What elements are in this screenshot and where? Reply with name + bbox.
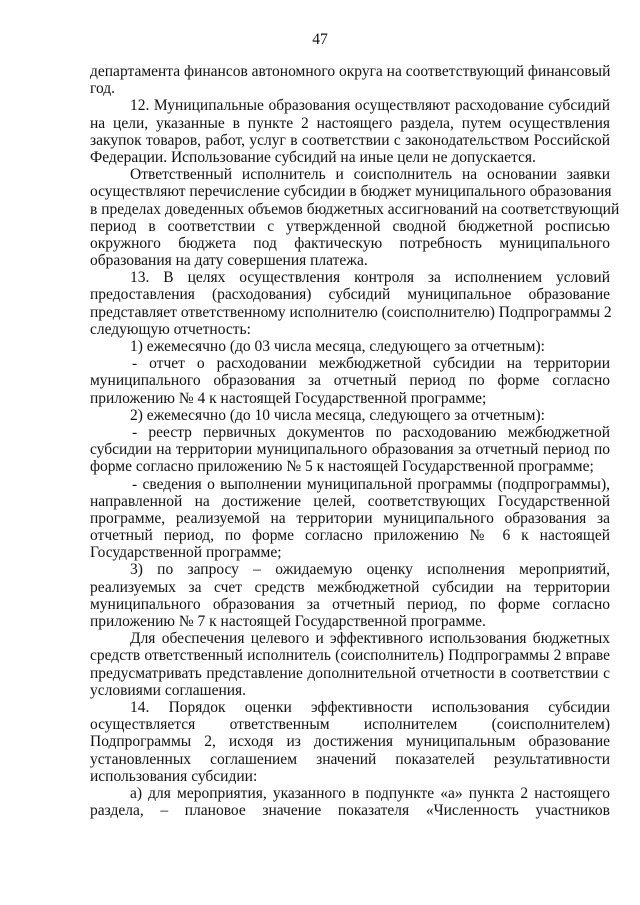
text-line: представляет ответственному исполнителю (соисполнителю) Подпрограммы 2: [90, 303, 612, 321]
text-line: 14. Порядок оценки эффективности использования субсидии: [130, 698, 610, 716]
text-line: Федерации. Использование субсидий на иные цели не допускается.: [90, 148, 536, 166]
text-line: муниципального образования за отчетный период, по форме согласно: [90, 595, 610, 613]
text-line: - сведения о выполнении муниципальной программы (подпрограммы),: [132, 475, 610, 493]
text-line: осуществляется ответственным исполнителем (соисполнителем): [90, 716, 610, 734]
text-line: приложению № 7 к настоящей Государственной программе.: [90, 613, 486, 630]
text-line: год.: [90, 80, 116, 98]
text-line: средств ответственный исполнитель (соисполнитель) Подпрограммы 2 вправе: [90, 647, 610, 665]
text-line: направленной на достижение целей, соответствующих Государственной: [90, 492, 610, 510]
text-line: период в соответствии с утвержденной сводной бюджетной росписью: [90, 217, 610, 235]
text-line: департамента финансов автономного округа на соответствующий финансовый: [90, 63, 611, 80]
text-line: установленных соглашением значений показателей результативности: [90, 750, 610, 768]
text-line: Для обеспечения целевого и эффективного использования бюджетных: [130, 630, 610, 648]
text-line: программе, реализуемой на территории муниципального образования за: [90, 509, 610, 527]
text-line: отчетный период, по форме согласно приложению № 6 к настоящей: [90, 527, 610, 545]
text-line: реализуемых за счет средств межбюджетной субсидии на территории: [90, 578, 610, 596]
text-line: закупок товаров, работ, услуг в соответствии с законодательством Российской: [90, 131, 610, 149]
text-line: условиями соглашения.: [90, 681, 247, 699]
text-line: Государственной программе;: [90, 544, 282, 562]
text-line: предусматривать представление дополнительной отчетности в соответствии с: [90, 664, 610, 682]
text-line: 13. В целях осуществления контроля за исполнением условий: [130, 269, 610, 287]
text-line: на цели, указанные в пункте 2 настоящего раздела, путем осуществления: [90, 114, 610, 132]
document-body: [90, 63, 620, 820]
text-line: осуществляют перечисление субсидии в бюджет муниципального образования: [90, 183, 612, 201]
text-line: использования субсидии:: [90, 767, 258, 785]
text-line: 12. Муниципальные образования осуществляют расходование субсидий: [130, 97, 610, 115]
text-line: - отчет о расходовании межбюджетной субсидии на территории: [132, 355, 610, 373]
text-line: форме согласно приложению № 5 к настоящей Государственной программе;: [90, 458, 594, 476]
text-line: образования на дату совершения платежа.: [90, 252, 368, 270]
text-line: 1) ежемесячно (до 03 числа месяца, следующего за отчетным):: [130, 338, 545, 355]
text-line: муниципального образования за отчетный период по форме согласно: [90, 372, 610, 390]
text-line: в пределах доведенных объемов бюджетных ассигнований на соответствующий: [90, 200, 620, 218]
page-number: 47: [312, 31, 328, 48]
text-line: Подпрограммы 2, исходя из достижения муниципальным образование: [90, 733, 610, 751]
text-line: - реестр первичных документов по расходованию межбюджетной: [132, 423, 610, 441]
text-line: раздела, – плановое значение показателя «Численность участников: [90, 802, 610, 820]
text-line: следующую отчетность:: [90, 320, 251, 338]
text-line: Ответственный исполнитель и соисполнитель на основании заявки: [130, 166, 610, 184]
text-line: предоставления (расходования) субсидий муниципальное образование: [90, 286, 610, 304]
text-line: 3) по запросу – ожидаемую оценку исполнения мероприятий,: [130, 561, 610, 579]
text-line: а) для мероприятия, указанного в подпункте «а» пункта 2 настоящего: [130, 784, 610, 802]
text-line: окружного бюджета под фактическую потребность муниципального: [90, 234, 610, 252]
text-line: 2) ежемесячно (до 10 числа месяца, следующего за отчетным):: [130, 406, 545, 424]
text-line: приложению № 4 к настоящей Государственной программе;: [90, 389, 487, 407]
text-line: субсидии на территории муниципального образования за отчетный период по: [90, 441, 610, 459]
